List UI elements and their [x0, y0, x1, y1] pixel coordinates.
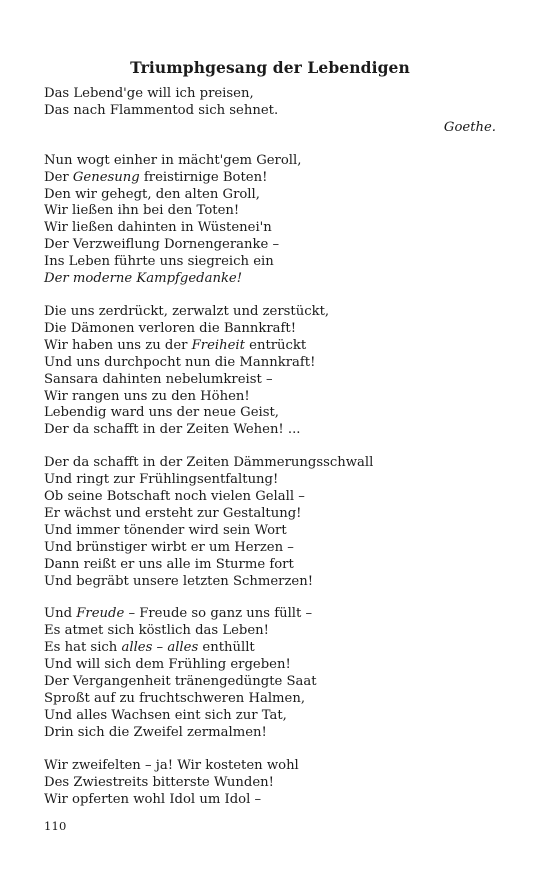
verse-text: Wir ließen ihn bei den Toten! — [44, 203, 240, 219]
verse-text: Und begräbt unsere letzten Schmerzen! — [44, 573, 314, 589]
verse-text: Nun wogt einher in mächt'gem Geroll, — [44, 152, 302, 168]
verse-text: Der da schafft in der Zeiten Wehen! ... — [44, 422, 301, 438]
verse-text: Die uns zerdrückt, zerwalzt und zerstückt, — [44, 303, 330, 319]
verse-text: Und alles Wachsen eint sich zur Tat, — [44, 707, 287, 723]
verse-line — [44, 372, 496, 389]
epigraph-line: Das nach Flammentod sich sehnet. — [44, 102, 279, 118]
verse-line — [44, 674, 496, 691]
verse-text: Wir haben uns zu der — [44, 337, 192, 353]
verse-text: Lebendig ward uns der neue Geist, — [44, 405, 279, 421]
verse-text: Sproßt auf zu fruchtschweren Halmen, — [44, 691, 306, 706]
verse-line — [44, 640, 496, 657]
verse-text: Ob seine Botschaft noch vielen Gelall – — [44, 489, 305, 505]
emphasis-text: Der moderne Kampfgedanke! — [44, 271, 243, 287]
verse-line — [44, 321, 496, 338]
stanza-1 — [44, 153, 496, 288]
verse-line — [44, 472, 496, 489]
verse-text: Der Verzweiflung Dornengeranke – — [44, 237, 280, 253]
epigraph-author: Goethe. — [443, 119, 496, 135]
verse-line — [44, 523, 496, 540]
emphasis-text: Freude — [76, 606, 125, 622]
verse-line — [44, 691, 496, 708]
stanza-3 — [44, 455, 496, 590]
stanza-2 — [44, 304, 496, 439]
verse-line — [44, 271, 496, 288]
verse-line — [44, 725, 496, 742]
verse-line — [44, 540, 496, 557]
verse-text: Wir zweifelten – ja! Wir kosteten wohl — [44, 757, 299, 773]
verse-line — [44, 606, 496, 623]
verse-text: Wir opferten wohl Idol um Idol – — [44, 791, 262, 807]
verse-text: Er wächst und ersteht zur Gestaltung! — [44, 505, 302, 521]
verse-text: freistirnige Boten! — [139, 169, 268, 185]
verse-text: Drin sich die Zweifel zermalmen! — [44, 724, 267, 740]
verse-line — [44, 708, 496, 725]
verse-text: Des Zwiestreits bitterste Wunden! — [44, 774, 274, 790]
verse-text: Und uns durchpocht nun die Mannkraft! — [44, 354, 316, 370]
verse-text: Wir ließen dahinten in Wüstenei'n — [44, 220, 272, 236]
page-number: 110 — [44, 819, 67, 833]
verse-line — [44, 237, 496, 254]
verse-text: Die Dämonen verloren die Bannkraft! — [44, 320, 296, 336]
epigraph — [44, 86, 496, 137]
verse-text: Und will sich dem Frühling ergeben! — [44, 657, 291, 673]
poem-title: Triumphgesang der Lebendigen — [130, 58, 410, 77]
verse-text: Und immer tönender wird sein Wort — [44, 522, 287, 538]
verse-text: Und brünstiger wirbt er um Herzen – — [44, 539, 294, 555]
stanza-5 — [44, 758, 496, 809]
verse-line — [44, 623, 496, 640]
verse-text: Es atmet sich köstlich das Leben! — [44, 623, 269, 639]
verse-line — [44, 153, 496, 170]
verse-line — [44, 455, 496, 472]
stanza-4 — [44, 606, 496, 741]
verse-line — [44, 657, 496, 674]
verse-line — [44, 187, 496, 204]
verse-text: Dann reißt er uns alle im Sturme fort — [44, 556, 294, 572]
epigraph-line: Das Lebend'ge will ich preisen, — [44, 86, 254, 101]
verse-line — [44, 574, 496, 591]
verse-line — [44, 254, 496, 271]
verse-line — [44, 506, 496, 523]
verse-line — [44, 355, 496, 372]
verse-line — [44, 203, 496, 220]
emphasis-text: Genesung — [72, 169, 140, 185]
verse-text: Ins Leben führte uns siegreich ein — [44, 254, 274, 270]
verse-text: Der Vergangenheit tränengedüngte Saat — [44, 674, 317, 690]
verse-text: Wir rangen uns zu den Höhen! — [44, 388, 250, 404]
verse-text: Und — [44, 606, 77, 622]
verse-text: Der da schafft in der Zeiten Dämmerungsschwall — [44, 455, 374, 471]
verse-line — [44, 775, 496, 792]
verse-line — [44, 557, 496, 574]
verse-line — [44, 220, 496, 237]
verse-line — [44, 389, 496, 406]
verse-line — [44, 792, 496, 809]
emphasis-text: alles – alles — [121, 640, 199, 656]
verse-text: entrückt — [244, 337, 307, 353]
verse-text: Der — [44, 169, 73, 185]
verse-line — [44, 422, 496, 439]
verse-line — [44, 489, 496, 506]
verse-line — [44, 304, 496, 321]
verse-line — [44, 338, 496, 355]
verse-line — [44, 170, 496, 187]
page-body — [44, 58, 496, 824]
verse-text: – Freude so ganz uns füllt – — [124, 606, 313, 622]
verse-line — [44, 405, 496, 422]
verse-text: Den wir gehegt, den alten Groll, — [44, 186, 260, 202]
emphasis-text: Freiheit — [191, 337, 245, 353]
verse-text: Und ringt zur Frühlingsentfaltung! — [44, 472, 279, 488]
verse-line — [44, 758, 496, 775]
verse-text: Es hat sich — [44, 640, 122, 656]
verse-text: Sansara dahinten nebelumkreist – — [44, 371, 273, 387]
verse-text: enthüllt — [198, 640, 255, 656]
